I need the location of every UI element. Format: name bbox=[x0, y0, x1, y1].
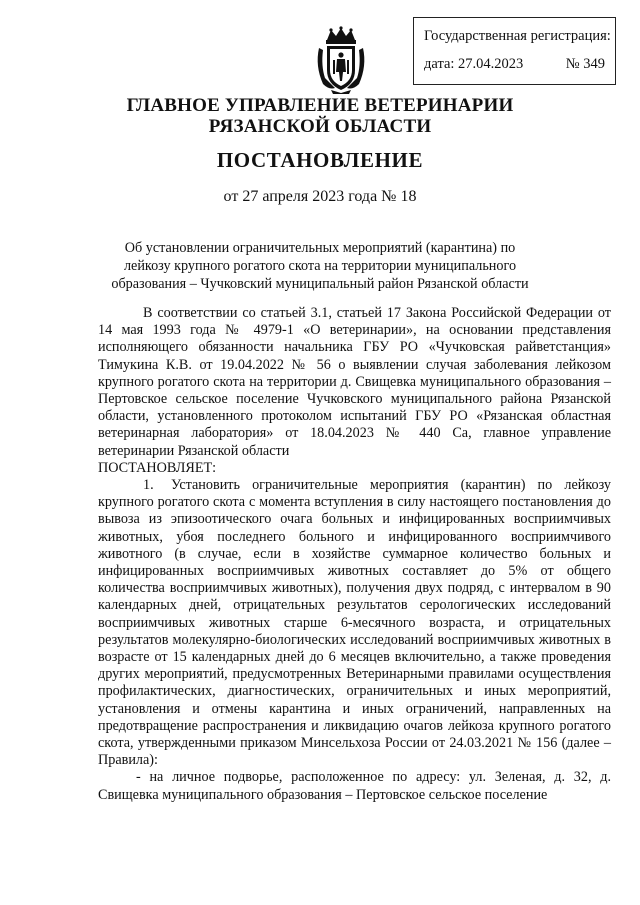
resolves-heading: ПОСТАНОВЛЯЕТ: bbox=[98, 459, 217, 476]
bullet-1-paragraph: - на личное подворье, расположенное по адресу: ул. Зеленая, д. 32, д. Свищевка муниципального образования – Пертовское сельское поселение bbox=[98, 769, 611, 803]
registration-date: дата: 27.04.2023 bbox=[424, 56, 524, 72]
ryazan-coat-of-arms-icon bbox=[313, 26, 369, 94]
organization-name-line1: ГЛАВНОЕ УПРАВЛЕНИЕ ВЕТЕРИНАРИИ bbox=[126, 95, 514, 116]
organization-name-line2: РЯЗАНСКОЙ ОБЛАСТИ bbox=[208, 116, 432, 137]
item-1-number: 1. bbox=[143, 477, 154, 494]
registration-number: № 349 bbox=[565, 56, 605, 72]
registration-title: Государственная регистрация: bbox=[424, 28, 611, 44]
document-title: ПОСТАНОВЛЕНИЕ bbox=[216, 148, 424, 172]
item-1-text: Установить ограничительные мероприятия (карантин) по лейкозу крупного рогатого скота с момента вступления в силу настоящего постановления до вывоза из эпизоотического очага больных и инфицированных восприимчивых животных, убоя последнего больного и инфицированного восприимчивого животного (в случае, если в хозяйстве суммарное количество больных и инфицированных восприимчивых животных составляет до 5% от общего количества восприимчивых животных), получения двух подряд, с интервалом в 90 календарных дней, отрицательных результатов серологических исследований восприимчивых животных старше 6-месячного возраста, и отрицательных результатов молекулярно-биологических исследований восприимчивых животных в возрасте от 15 календарных дней до 6 месяцев включительно, а также проведения других мероприятий, предусмотренных Ветеринарными правилами осуществления профилактических, диагностических, ограничительных и иных мероприятий, установления и отмены карантина и иных ограничений, направленных на предотвращение распространения и ликвидацию очагов лейкоза крупного рогатого скота, утвержденными приказом Минсельхоза России от 24.03.2021 № 156 (далее – Правила): bbox=[98, 477, 611, 769]
document-date-number: от 27 апреля 2023 года № 18 bbox=[223, 188, 417, 205]
document-body bbox=[98, 305, 611, 804]
document-subject: Об установлении ограничительных мероприятий (карантина) по лейкозу крупного рогатого скота на территории муниципального образования – Чучковский муниципальный район Рязанской области bbox=[111, 240, 529, 292]
intro-paragraph: В соответствии со статьей 3.1, статьей 17 Закона Российской Федерации от 14 мая 1993 года № 4979-1 «О ветеринарии», на основании представления исполняющего обязанности начальника ГБУ РО «Чучковская райветстанция» Тимукина К.В. от 19.04.2022 № 56 о выявлении случая заболевания лейкозом крупного рогатого скота на территории д. Свищевка муниципального образования – Пертовское сельское поселение Чучковского муниципального района Рязанской области, установленного протоколом испытаний ГБУ РО «Рязанская областная ветеринарная лаборатория» от 18.04.2023 № 440 Са, главное управление ветеринарии Рязанской области bbox=[98, 305, 611, 459]
item-1-paragraph bbox=[98, 477, 611, 769]
registration-stamp bbox=[413, 17, 616, 85]
